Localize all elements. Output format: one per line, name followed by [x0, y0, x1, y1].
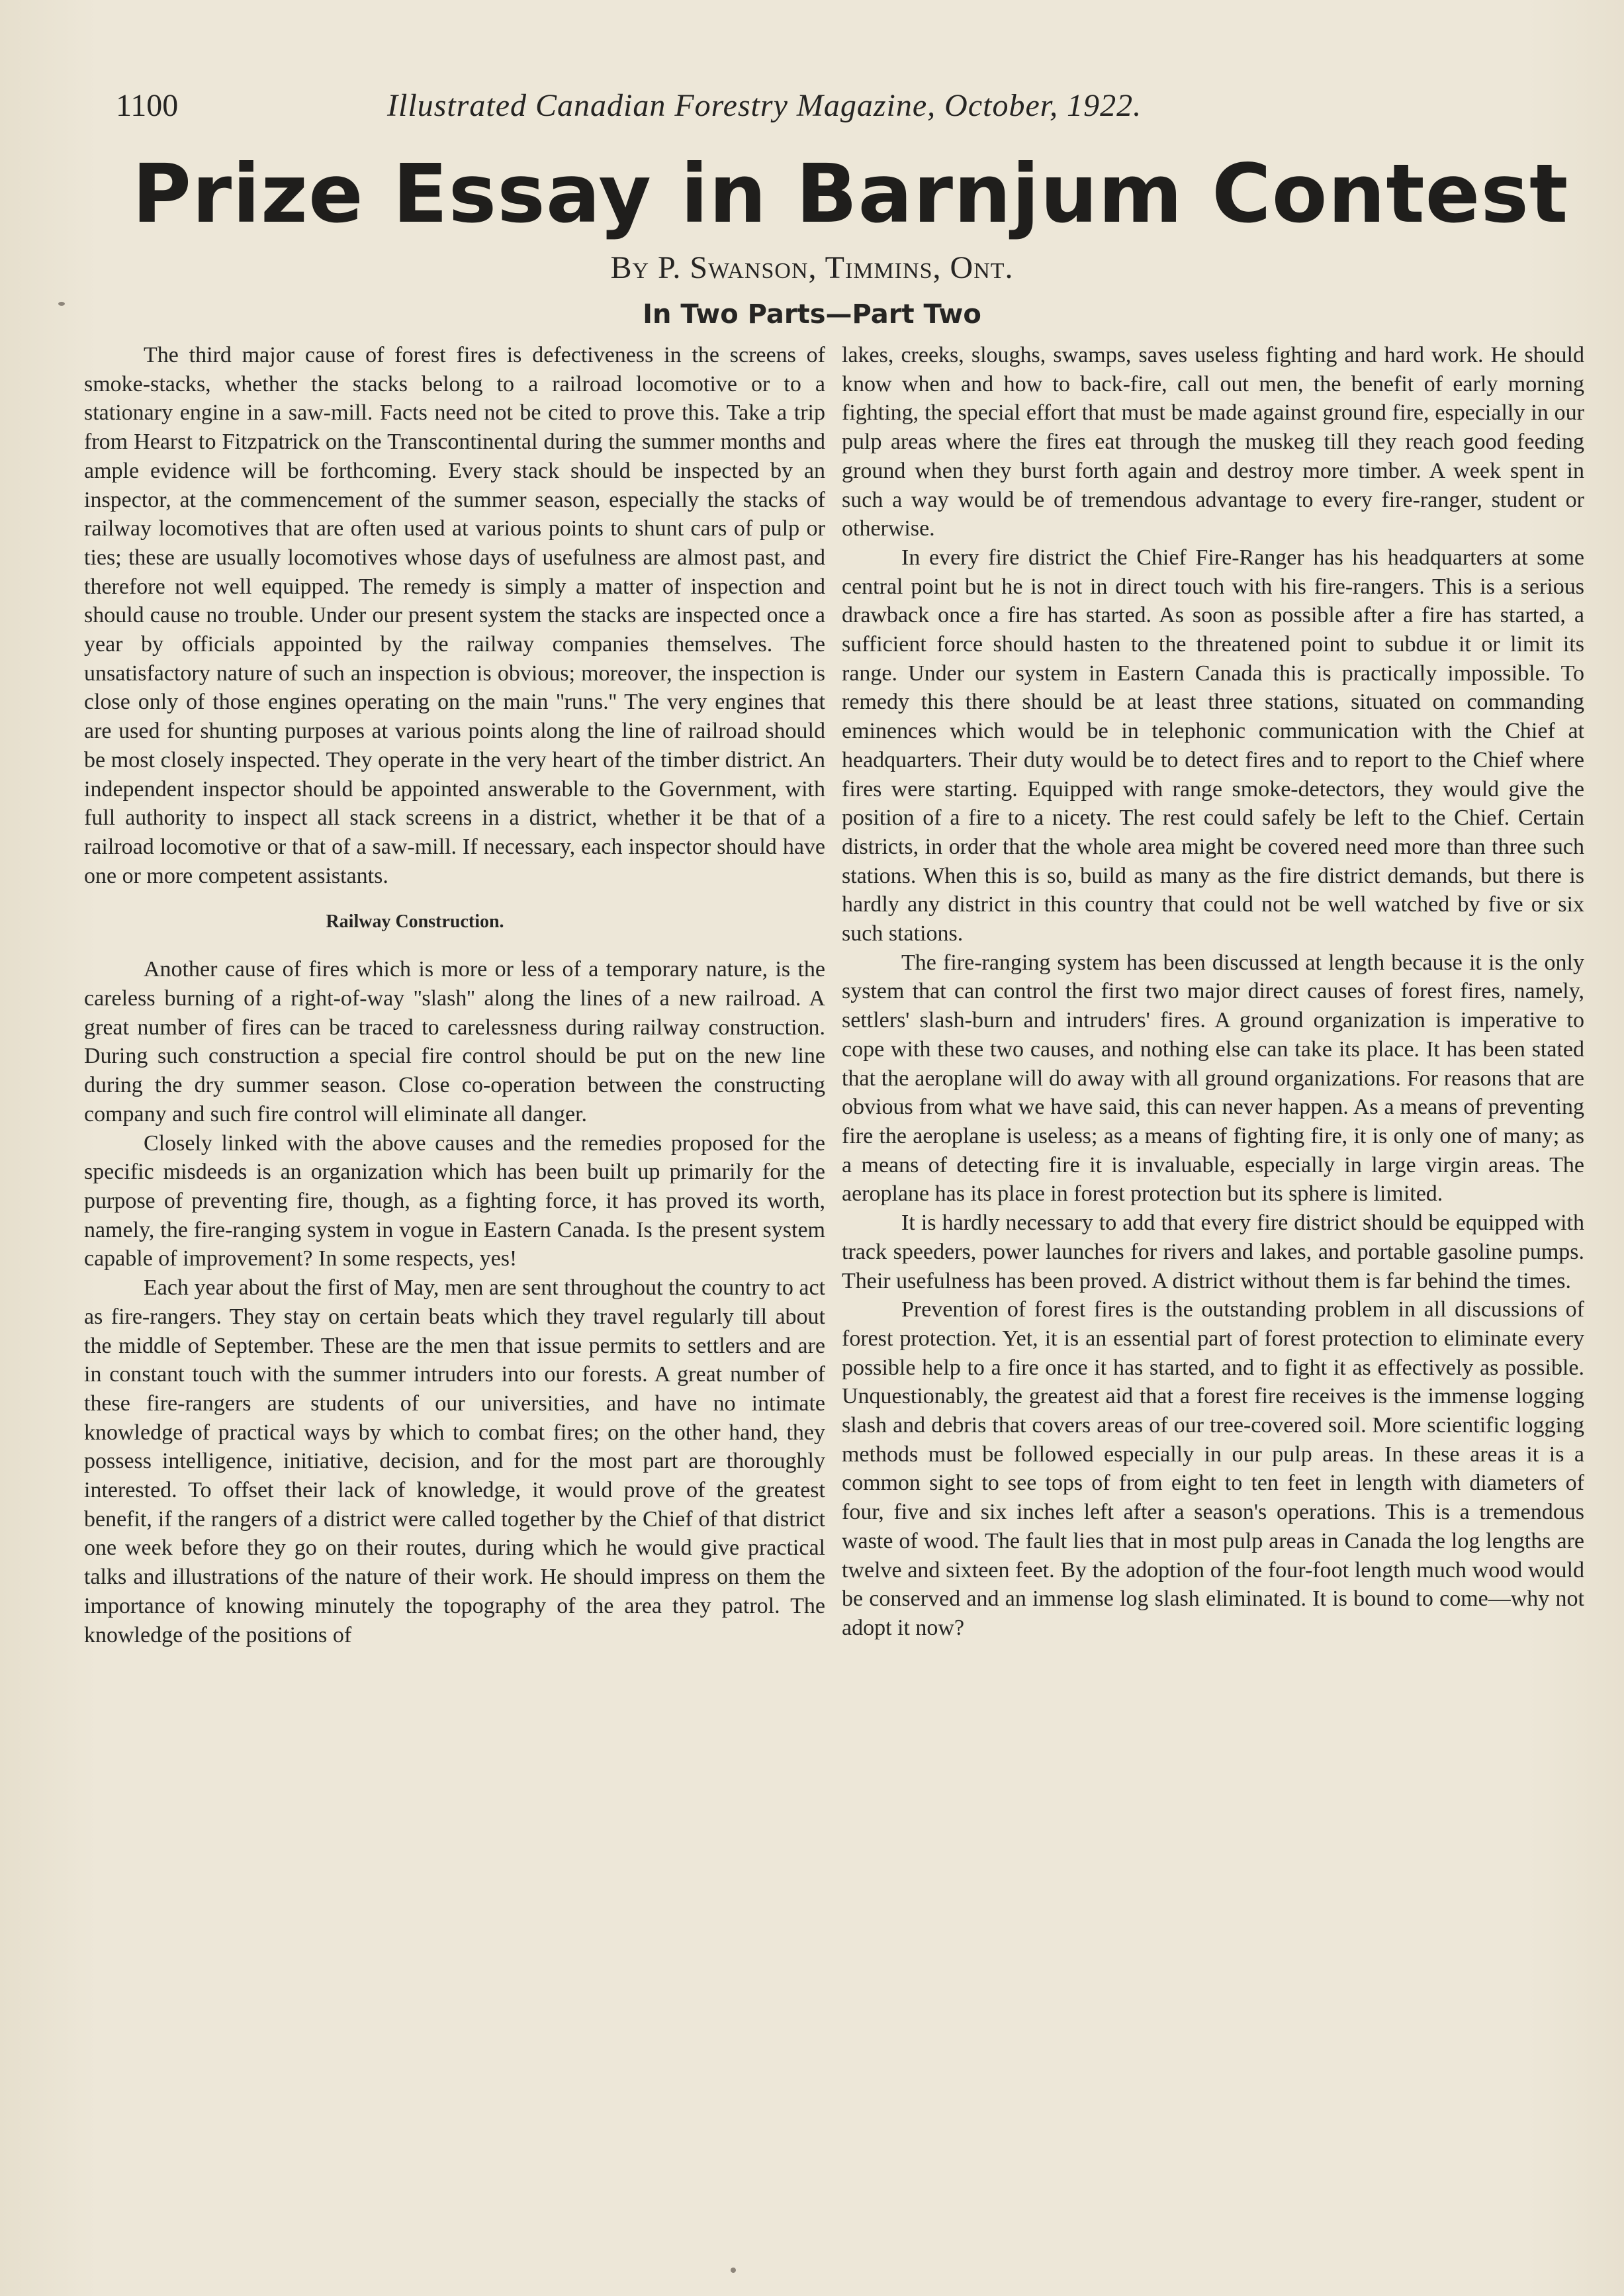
- page-number: 1100: [116, 88, 179, 123]
- paragraph: Another cause of fires which is more or less of a temporary nature, is the careless burning of a right-of-way ''slash'' along the lines of a new railroad. A great number of fires can be traced to carelessness during railway construction. During such construction a special fire control should be put on the new line during the dry summer season. Close co-operation between the constructing company and such fire control will eliminate all danger.: [84, 957, 825, 1126]
- paragraph: The third major cause of forest fires is defectiveness in the screens of smoke-stacks, whether the stacks belong to a railroad locomotive or to a stationary engine in a saw-mill. Facts need not be cited to prove this. Take a trip from Hearst to Fitzpatrick on the Transcontinental during the summer months and ample evidence will be forthcoming. Every stack should be inspected by an inspector, at the commencement of the summer season, especially the stacks of railway locomotives that are often used at various points to shunt cars of pulp or ties; these are usually locomotives whose days of usefulness are almost past, and therefore not well equipped. The remedy is simply a matter of inspection and should cause no trouble. Under our present system the stacks are inspected once a year by officials appointed by the railway companies themselves. The unsatisfactory nature of such an inspection is obvious; moreover, the inspection is close only of those engines operating on the main ''runs.'' The very engines that are used for shunting purposes at various points along the line of railroad should be most closely inspected. They operate in the very heart of the timber district. An independent inspector should be appointed answerable to the Government, with full authority to inspect all stack screens in a district, whether it be that of a railroad locomotive or that of a saw-mill. If necessary, each inspector should have one or more competent assistants.: [84, 343, 825, 888]
- left-column: [84, 341, 825, 1649]
- paragraph: In every fire district the Chief Fire-Ranger has his headquarters at some central point but he is not in direct touch with his fire-rangers. This is a serious drawback once a fire has started. As soon as possible after a fire has started, a sufficient force should hasten to the threatened point to subdue it or limit its range. Under our system in Eastern Canada this is practically impossible. To remedy this there should be at least three stations, situated on commanding eminences which would be in telephonic communication with the Chief at headquarters. Their duty would be to detect fires and to report to the Chief where fires were starting. Equipped with range smoke-detectors, they would give the position of a fire to a nicety. The rest could safely be left to the Chief. Certain districts, in order that the whole area might be covered need more than three such stations. When this is so, build as many as the fire district demands, but there is hardly any district in this country that could not be well watched by five or six such stations.: [842, 545, 1584, 946]
- article-title: Prize Essay in Barnjum Contest: [132, 147, 1569, 241]
- paragraph: It is hardly necessary to add that every fire district should be equipped with track speeders, power launches for rivers and lakes, and portable gasoline pumps. Their usefulness has been proved. A district without them is far behind the times.: [842, 1211, 1584, 1293]
- paragraph: The fire-ranging system has been discussed at length because it is the only system that can control the first two major direct causes of forest fires, namely, settlers' slash-burn and intruders' fires. A ground organization is imperative to cope with these two causes, and nothing else can take its place. It has been stated that the aeroplane will do away with all ground organizations. For reasons that are obvious from what we have said, this can never happen. As a means of preventing fire the aeroplane is useless; as a means of fighting fire, it is only one of many; as a means of detecting fire it is invaluable, especially in large virgin areas. The aeroplane has its place in forest protection but its sphere is limited.: [842, 950, 1584, 1207]
- paragraph: Closely linked with the above causes and the remedies proposed for the specific misdeeds is an organization which has been built up primarily for the purpose of preventing fire, though, as a fighting force, it has proved its worth, namely, the fire-ranging system in vogue in Eastern Canada. Is the present system capable of improvement? In some respects, yes!: [84, 1130, 825, 1271]
- paper-speck: [58, 302, 65, 306]
- right-column: [842, 341, 1584, 1643]
- running-head: [116, 79, 1598, 132]
- paragraph: Each year about the first of May, men are sent throughout the country to act as fire-rangers. They stay on certain beats which they travel regularly till about the middle of September. These are the men that issue permits to settlers and are in constant touch with the summer intruders into our forests. A great number of these fire-rangers are students of our universities, and have no intimate knowledge of practical ways by which to combat fires; on the other hand, they possess intelligence, initiative, decision, and for the most part are thoroughly interested. To offset their lack of knowledge, it would prove of the greatest benefit, if the rangers of a district were called together by the Chief of that district one week before they go on their routes, during which he would give practical talks and illustrations of the nature of their work. He should impress on them the importance of knowing minutely the topography of the area they patrol. The knowledge of the positions of: [84, 1275, 825, 1647]
- article-part: In Two Parts—Part Two: [643, 299, 981, 330]
- paragraph: Prevention of forest fires is the outstanding problem in all discussions of forest protection. Yet, it is an essential part of forest protection to eliminate every possible help to a fire once it has started, and to fight it as effectively as possible. Unquestionably, the greatest aid that a forest fire receives is the immense logging slash and debris that covers areas of our tree-covered soil. More scientific logging methods must be followed especially in our pulp areas. In these areas it is a common sight to see tops of from eight to ten feet in length with diameters of four, five and six inches left after a season's operations. This is a tremendous waste of wood. The fault lies that in most pulp areas in Canada the log lengths are twelve and sixteen feet. By the adoption of the four-foot length much wood would be conserved and an immense log slash eliminated. It is bound to come—why not adopt it now?: [842, 1297, 1584, 1640]
- paragraph: lakes, creeks, sloughs, swamps, saves useless fighting and hard work. He should know when and how to back-fire, call out men, the benefit of early morning fighting, the special effort that must be made against ground fire, especially in our pulp areas where the fires eat through the muskeg till they reach good feeding ground when they burst forth again and destroy more timber. A week spent in such a way would be of tremendous advantage to every fire-ranger, student or otherwise.: [842, 343, 1584, 541]
- section-heading: Railway Construction.: [326, 911, 504, 933]
- article-byline: By P. Swanson, Timmins, Ont.: [610, 250, 1014, 285]
- paper-speck: [731, 2268, 736, 2273]
- journal-title: Illustrated Canadian Forestry Magazine, October, 1922.: [387, 88, 1142, 123]
